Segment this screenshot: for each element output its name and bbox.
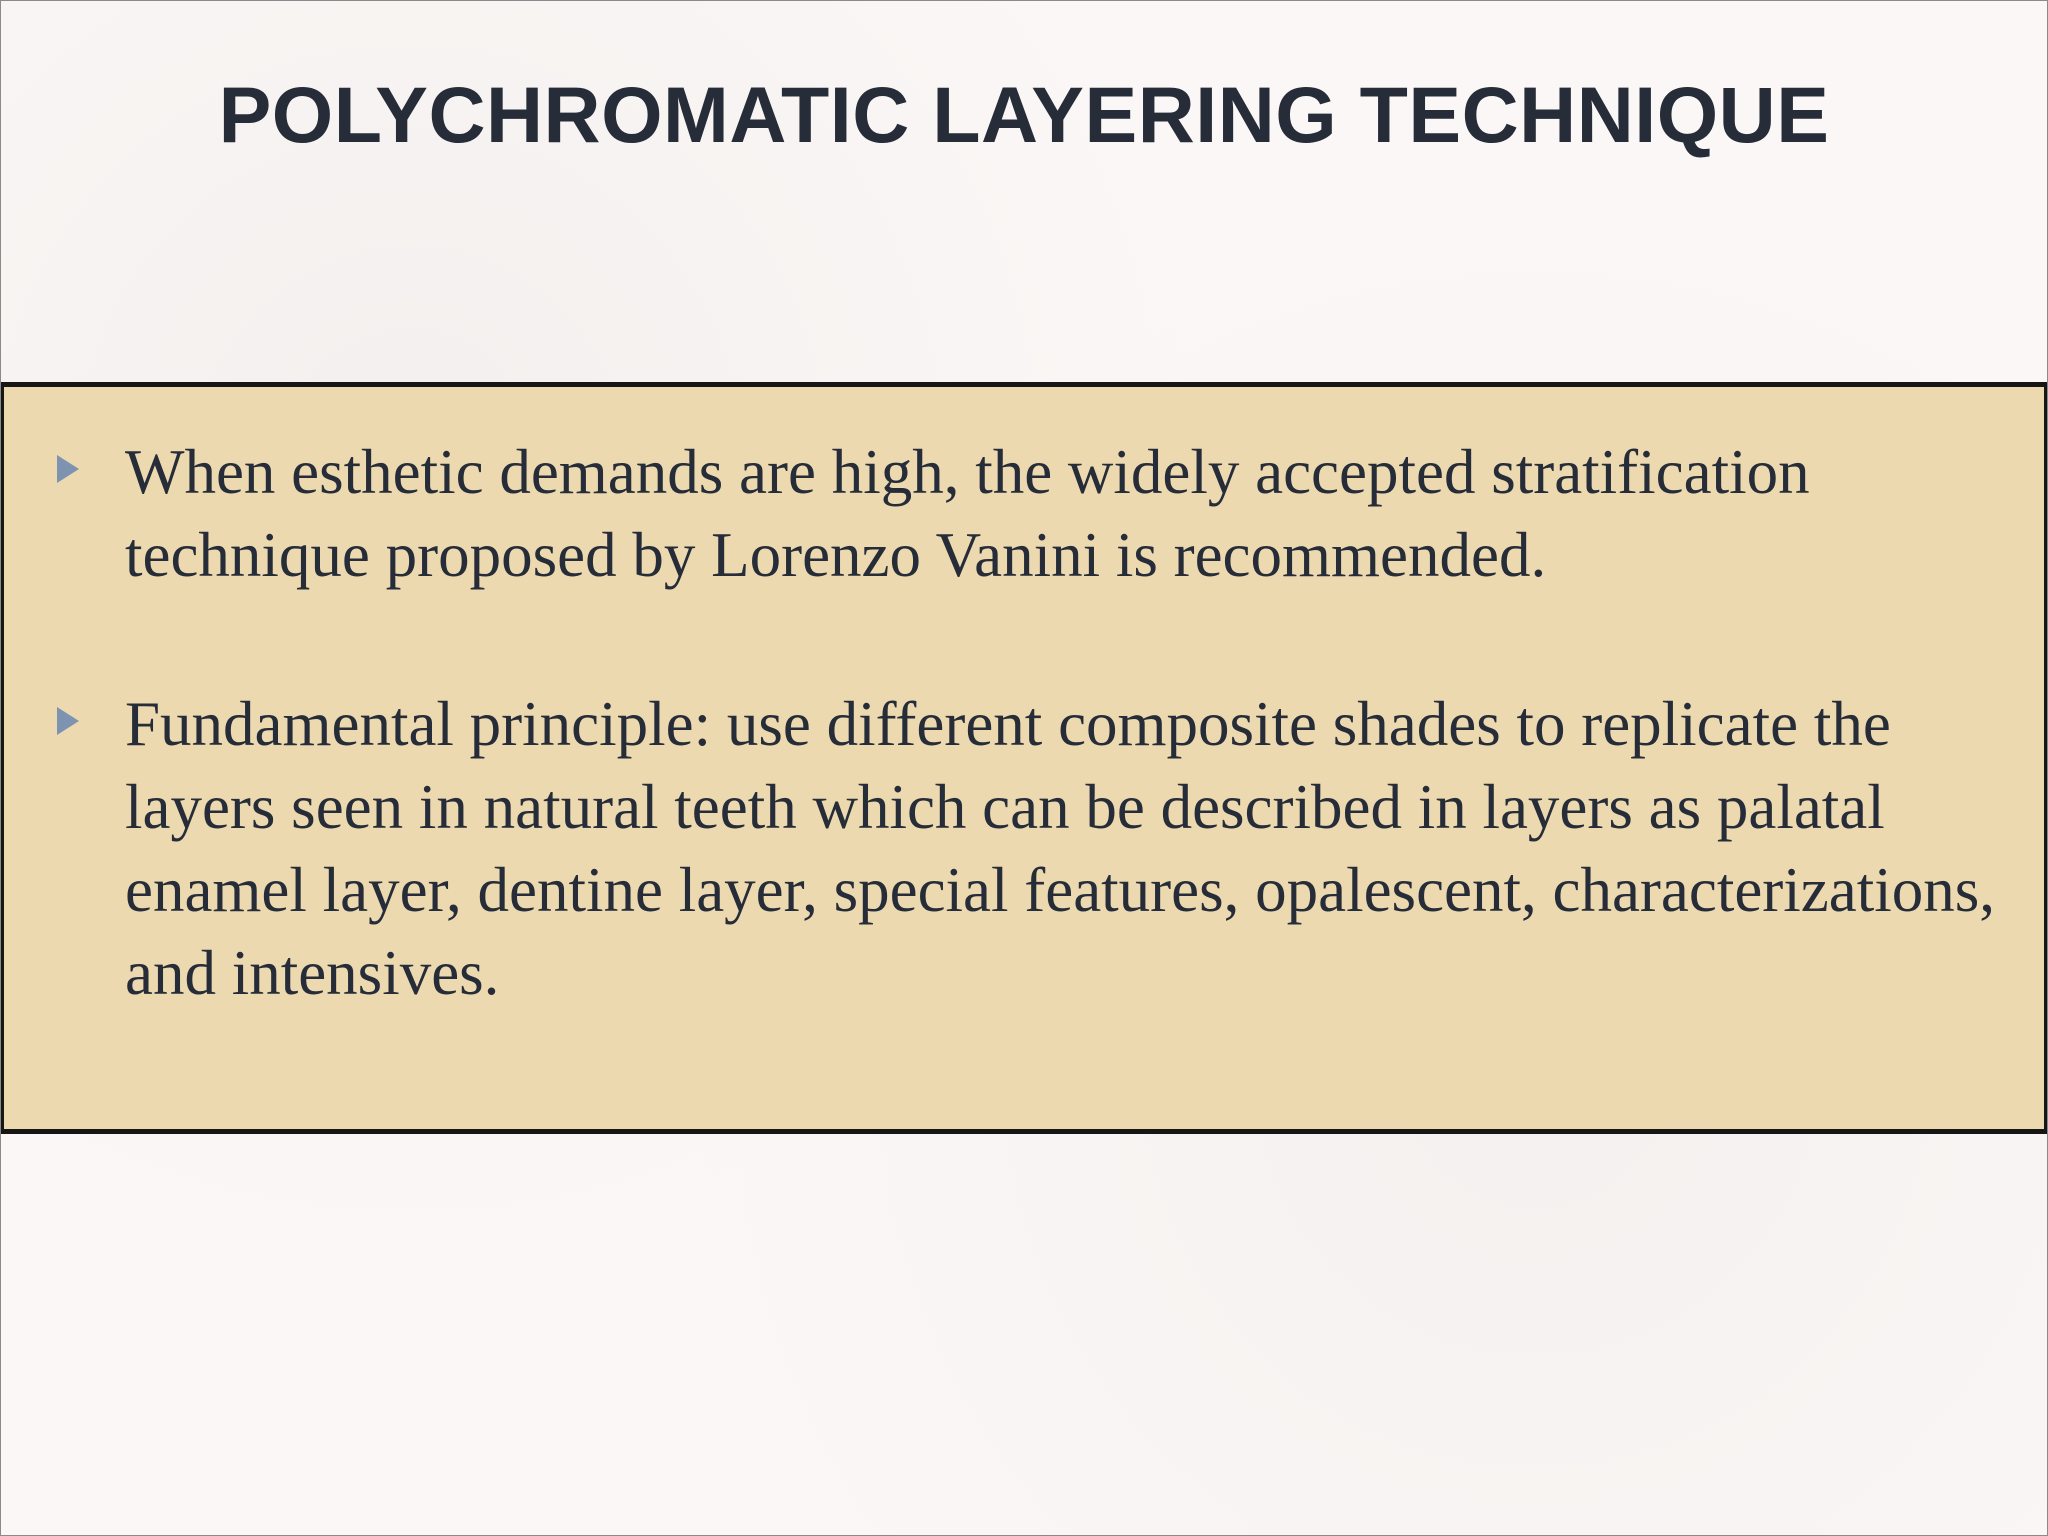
triangle-bullet-icon [57, 707, 79, 735]
bullet-list [4, 431, 2044, 1101]
bullet-text: When esthetic demands are high, the widely accepted stratification technique proposed by Lorenzo Vanini is recommended. [125, 437, 1810, 590]
bullet-item [4, 683, 2044, 1015]
triangle-bullet-icon [57, 455, 79, 483]
bullet-text: Fundamental principle: use different composite shades to replicate the layers seen in natural teeth which can be described in layers as palatal enamel layer, dentine layer, special features, opalescent, characterizations, and intensives. [125, 689, 1995, 1008]
slide-title: POLYCHROMATIC LAYERING TECHNIQUE [218, 70, 1830, 159]
bullet-item [4, 431, 2044, 597]
content-box [1, 382, 2047, 1134]
